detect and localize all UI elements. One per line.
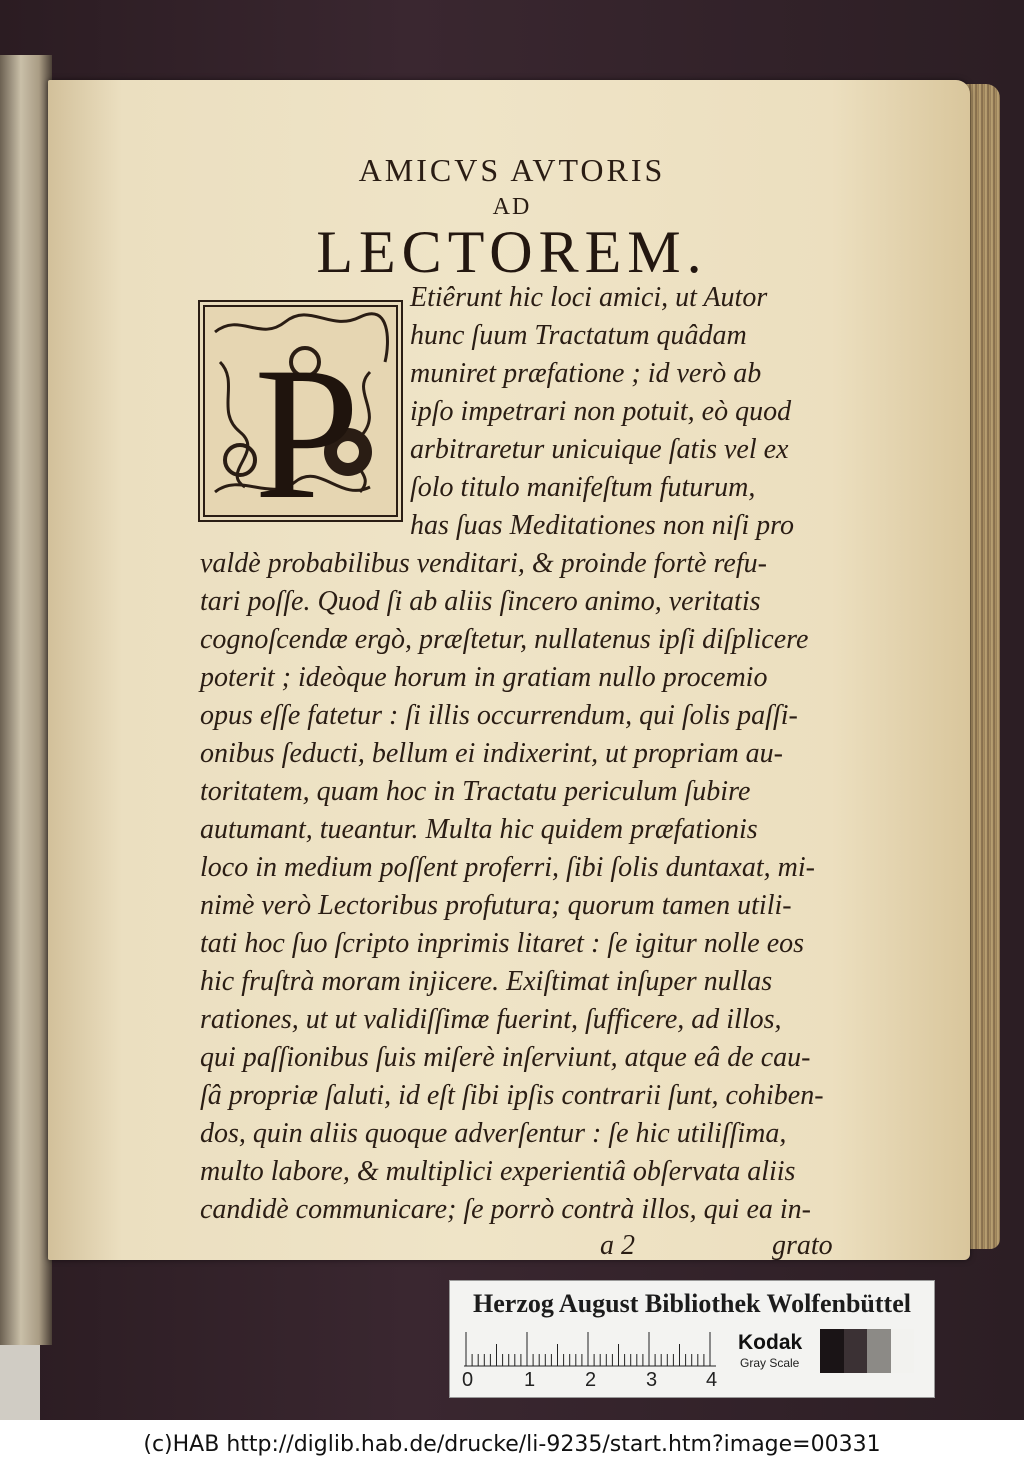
text-line: hunc ſuum Tractatum quâdam: [410, 320, 747, 351]
text-line: onibus ſeducti, bellum ei indixerint, ut propriam au-: [200, 738, 784, 769]
text-line: qui paſſionibus ſuis miſerè inſerviunt, atque eâ de cau-: [200, 1042, 811, 1073]
text-line: arbitraretur unicuique ſatis vel ex: [410, 434, 789, 465]
ruler-number: 1: [524, 1369, 536, 1391]
text-line: tati hoc ſuo ſcripto inprimis litaret : ſe igitur nolle eos: [200, 928, 805, 959]
swatch-white: [891, 1329, 915, 1373]
text-line: dos, quin aliis quoque adverſentur : ſe hic utiliſſima,: [200, 1118, 787, 1149]
copyright-credit: (c)HAB http://diglib.hab.de/drucke/li-9235/start.htm?image=00331: [0, 1420, 1024, 1469]
text-line: ipſo impetrari non potuit, eò quod: [410, 396, 792, 427]
library-color-card: [449, 1280, 935, 1398]
text-line: valdè probabilibus venditari, & proinde fortè refu-: [200, 548, 767, 579]
gray-swatches: [820, 1329, 914, 1373]
ruler-number: 4: [706, 1369, 718, 1391]
text-line: opus eſſe fatetur : ſi illis occurrendum, qui ſolis paſſi-: [200, 700, 798, 731]
swatch-mid: [867, 1329, 891, 1373]
text-line: hic fruſtrà moram injicere. Exiſtimat inſuper nullas: [200, 966, 773, 997]
signature-mark: a 2: [600, 1230, 635, 1261]
text-line: Etiêrunt hic loci amici, ut Autor: [410, 282, 768, 313]
gray-scale-label: Gray Scale: [740, 1356, 800, 1370]
text-line: autumant, tueantur. Multa hic quidem præfationis: [200, 814, 758, 845]
library-name: Herzog August Bibliothek Wolfenbüttel: [473, 1289, 911, 1318]
text-line: tari poſſe. Quod ſi ab aliis ſincero animo, veritatis: [200, 586, 761, 617]
text-line: has ſuas Meditationes non niſi pro: [410, 510, 794, 541]
heading-line-3: LECTOREM.: [316, 219, 708, 285]
text-line: rationes, ut ut validiſſimæ fuerint, ſufficere, ad illos,: [200, 1004, 782, 1035]
text-line: multo labore, & multiplici experientiâ obſervata aliis: [200, 1156, 796, 1187]
heading-line-2: AD: [492, 194, 532, 220]
text-line: cognoſcendæ ergò, præſtetur, nullatenus ipſi diſplicere: [200, 624, 809, 655]
drop-cap-letter: P: [254, 329, 360, 520]
text-line: ſâ propriæ ſaluti, id eſt ſibi ipſis contrarii ſunt, cohiben-: [200, 1080, 824, 1111]
ruler-scale: [464, 1331, 716, 1367]
ruler-number: 3: [646, 1369, 658, 1391]
floral-ornament-icon: [200, 302, 401, 520]
kodak-logo: Kodak: [738, 1331, 803, 1354]
text-line: poterit ; ideòque horum in gratiam nullo procemio: [200, 662, 768, 693]
ruler-number: 0: [462, 1369, 474, 1391]
text-line: nimè verò Lectoribus profutura; quorum tamen utili-: [200, 890, 792, 921]
heading-line-1: AMICVS AVTORIS: [358, 152, 666, 188]
text-line: toritatem, quam hoc in Tractatu periculum ſubire: [200, 776, 751, 807]
text-line: ſolo titulo manifeſtum futurum,: [410, 472, 756, 503]
text-line: muniret præfatione ; id verò ab: [410, 358, 762, 389]
drop-cap-ornament: [198, 300, 403, 522]
text-line: candidè communicare; ſe porrò contrà illos, qui ea in-: [200, 1194, 811, 1225]
text-line: loco in medium poſſent proferri, ſibi ſolis duntaxat, mi-: [200, 852, 815, 883]
facing-page-strip: [0, 1345, 40, 1420]
ruler-number: 2: [585, 1369, 597, 1391]
swatch-black: [820, 1329, 844, 1373]
catchword: grato: [772, 1230, 833, 1261]
swatch-dark: [844, 1329, 868, 1373]
